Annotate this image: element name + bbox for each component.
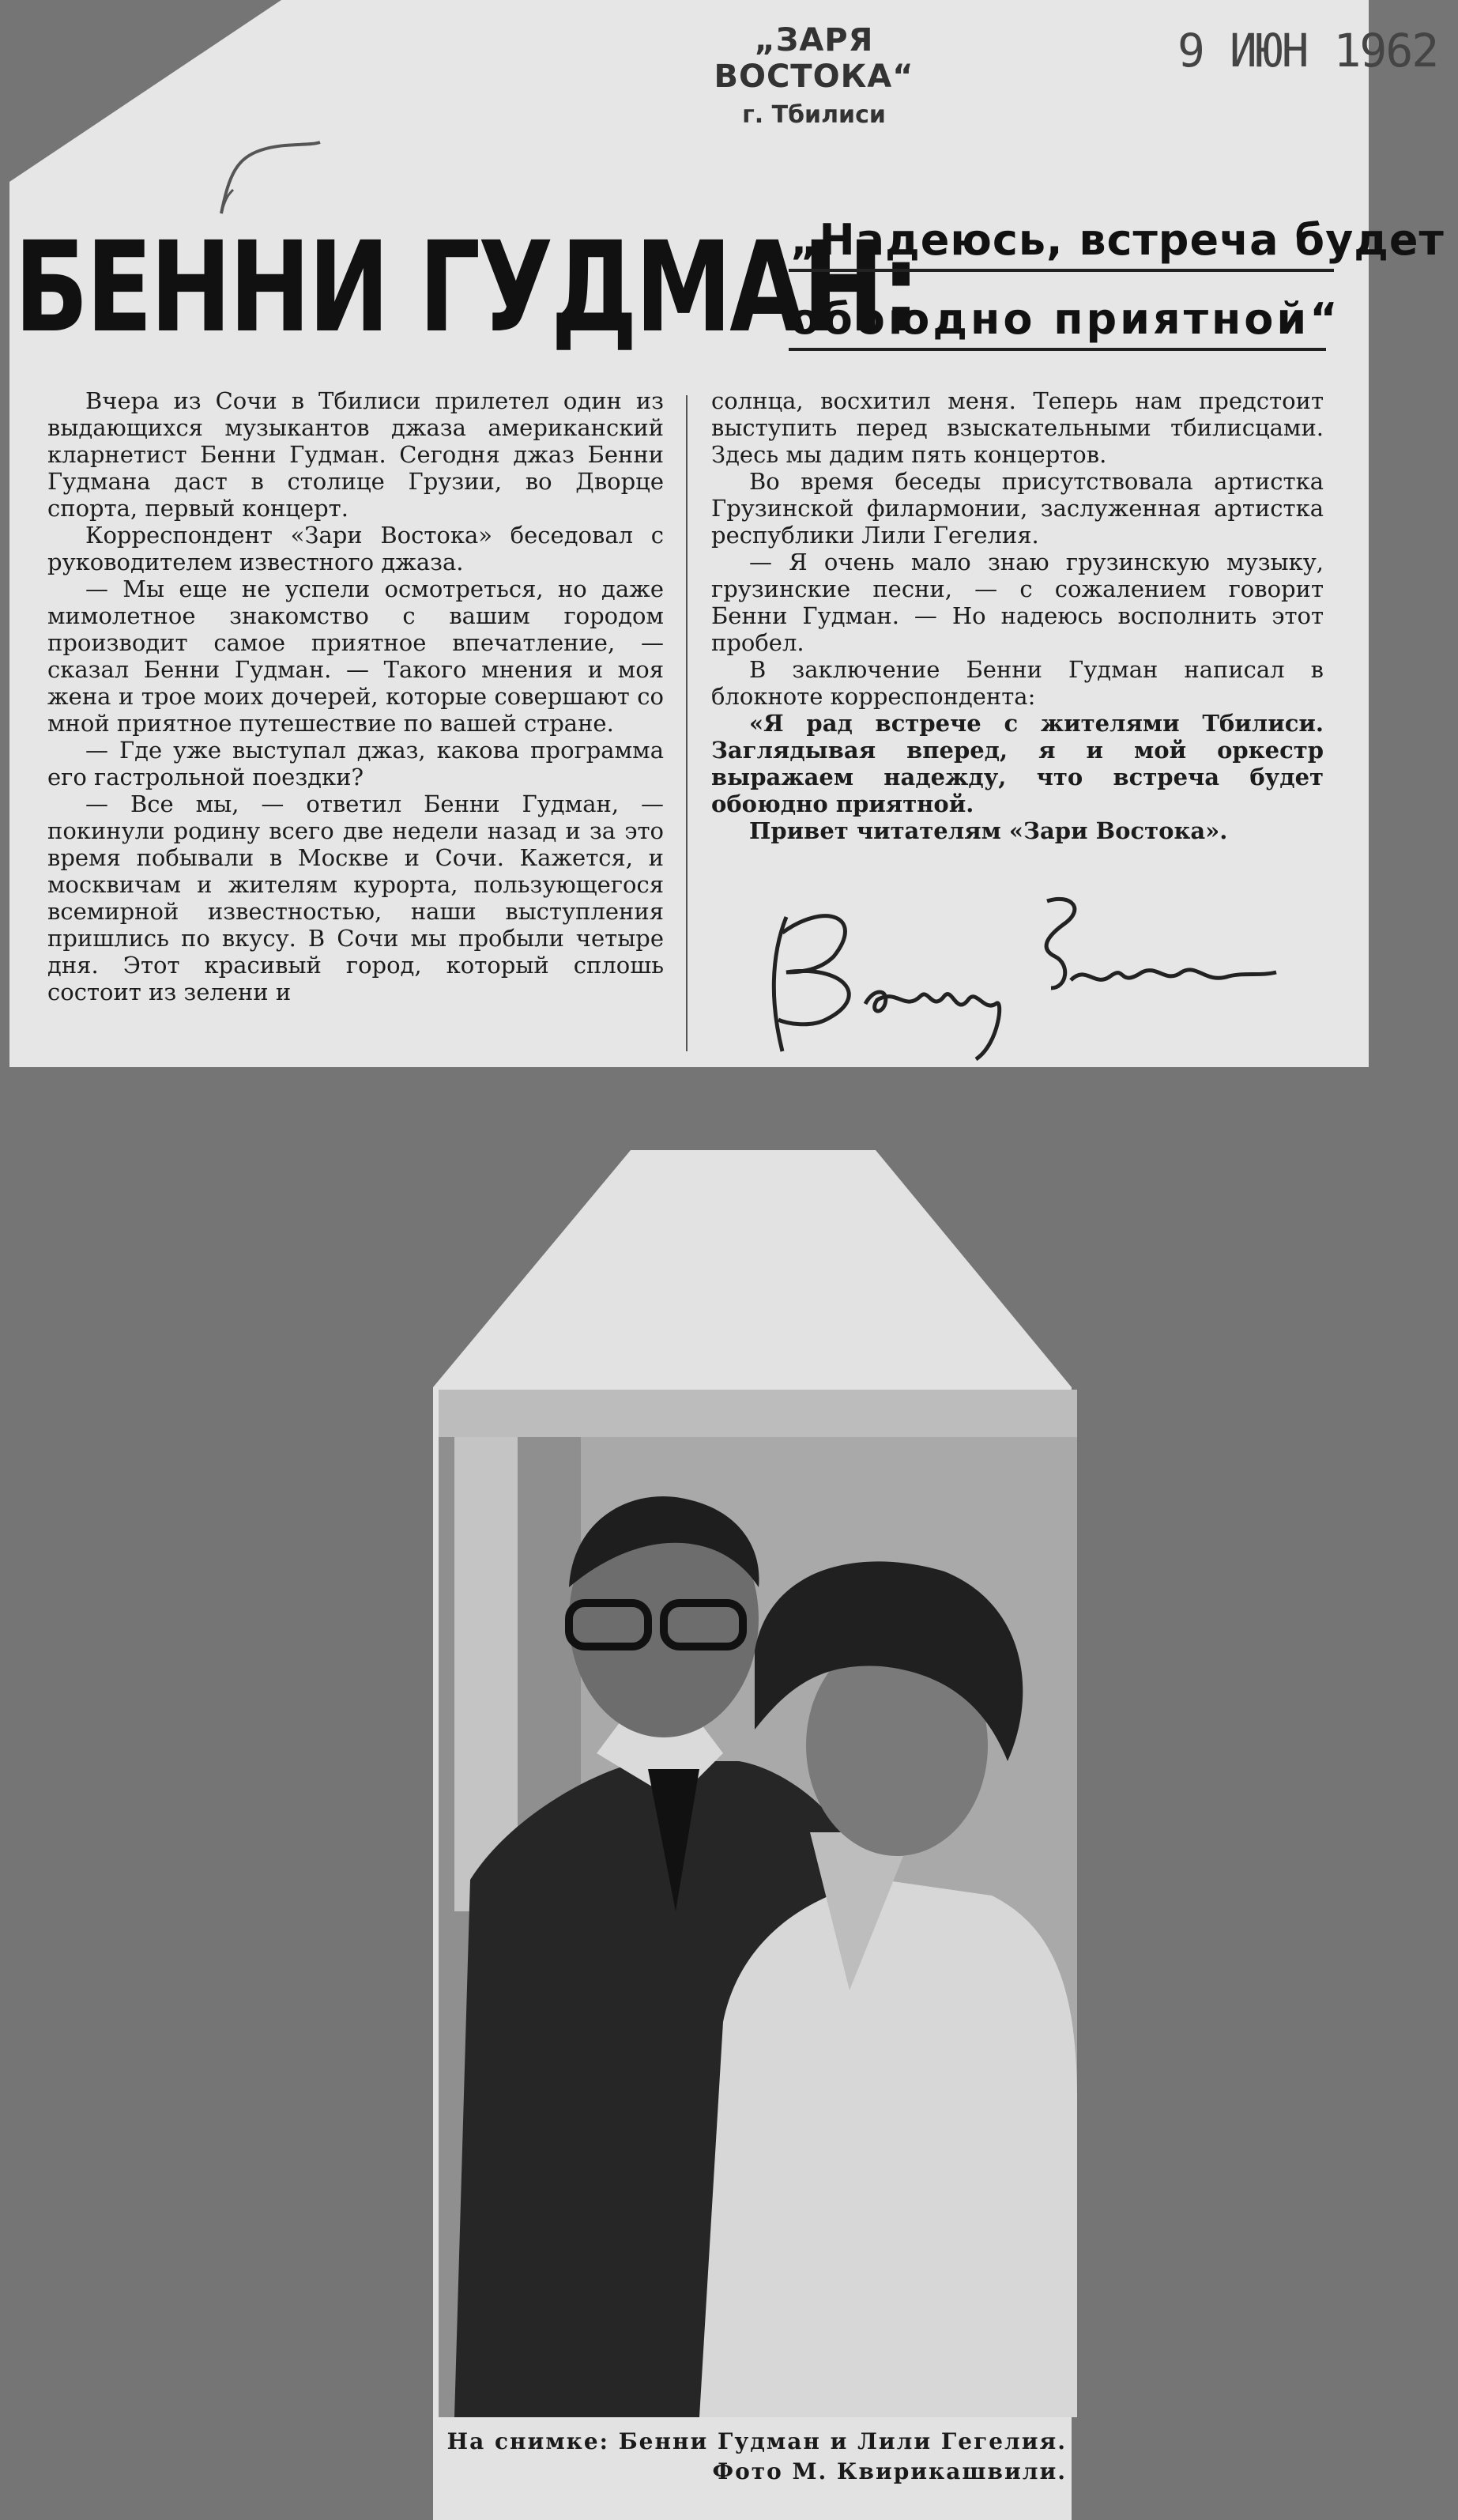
- newspaper-city: г. Тбилиси: [742, 101, 886, 129]
- paragraph: солнца, восхитил меня. Теперь нам предстоит выступить перед взыскательными тбилисцами. Здесь мы дадим пять концертов.: [711, 387, 1324, 468]
- paragraph: — Я очень мало знаю грузинскую музыку, грузинские песни, — с сожалением говорит Бенни Гудман. — Но надеюсь восполнить этот пробел.: [711, 549, 1324, 656]
- paragraph: Вчера из Сочи в Тбилиси прилетел один из выдающихся музыкантов джаза американский кларнетист Бенни Гудман. Сегодня джаз Бенни Гудмана даст в столице Грузии, во Дворце спорта, первый концерт.: [47, 387, 664, 522]
- article-column-2: [711, 387, 1324, 844]
- date-stamp: 9 ИЮН 1962: [1177, 24, 1438, 77]
- masthead: [672, 22, 956, 129]
- caption-line2: Фото М. Квирикашвили.: [712, 2458, 1067, 2484]
- column-divider: [686, 395, 688, 1051]
- photo-caption: [443, 2427, 1067, 2487]
- signature-icon: [739, 885, 1292, 1067]
- caption-line1: На снимке: Бенни Гудман и Лили Гегелия.: [446, 2428, 1067, 2454]
- subheadline-underline: [789, 348, 1326, 351]
- paragraph: Во время беседы присутствовала артистка Грузинской филармонии, заслуженная артистка республики Лили Гегелия.: [711, 468, 1324, 549]
- subheadline-line2: обоюдно приятной“: [790, 294, 1341, 344]
- photo-image: [439, 1390, 1077, 2417]
- headline: БЕННИ ГУДМАН:: [14, 215, 918, 360]
- quote: «Я рад встрече с жителями Тбилиси. Заглядывая вперед, я и мой оркестр выражаем надежду, что встреча будет обоюдно приятной.: [711, 710, 1324, 817]
- paragraph: — Где уже выступал джаз, какова программа его гастрольной поездки?: [47, 737, 664, 790]
- greeting: Привет читателям «Зари Востока».: [749, 817, 1228, 844]
- paragraph: — Все мы, — ответил Бенни Гудман, — покинули родину всего две недели назад и за это время побывали в Москве и Сочи. Кажется, и москвичам и жителям курорта, пользующегося всемирной известностью, наши выступления пришлись по вкусу. В Сочи мы пробыли четыре дня. Этот красивый город, который сплошь состоит из зелени и: [47, 790, 664, 1005]
- subheadline-underline: [789, 269, 1334, 272]
- paragraph: В заключение Бенни Гудман написал в блокноте корреспондента:: [711, 656, 1324, 710]
- paragraph: — Мы еще не успели осмотреться, но даже мимолетное знакомство с вашим городом производит самое приятное впечатление, — сказал Бенни Гудман. — Такого мнения и моя жена и трое моих дочерей, которые совершают со мной приятное путешествие по вашей стране.: [47, 575, 664, 737]
- subheadline-line1: „Надеюсь, встреча будет: [790, 215, 1445, 265]
- article-column-1: [47, 387, 664, 1005]
- newspaper-name: „ЗАРЯ ВОСТОКА“: [714, 22, 914, 95]
- paragraph: Корреспондент «Зари Востока» беседовал с руководителем известного джаза.: [47, 522, 664, 575]
